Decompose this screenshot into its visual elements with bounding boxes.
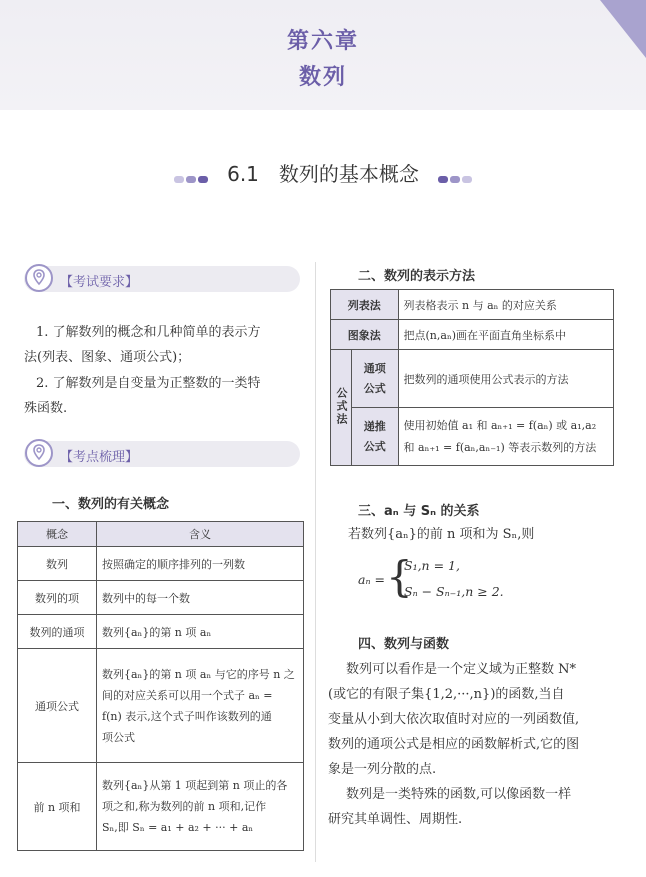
- method-desc: 列表格表示 n 与 aₙ 的对应关系: [398, 290, 613, 320]
- review-label: 【考点梳理】: [60, 450, 139, 465]
- meaning-line: 项公式: [102, 730, 135, 744]
- column-divider: [315, 262, 316, 862]
- method-name-line: 通项: [363, 361, 386, 375]
- right-dots-icon: [437, 164, 473, 188]
- concept-meaning: 数列{aₙ}的第 n 项 aₙ: [97, 615, 304, 649]
- concept-name: 数列: [18, 547, 97, 581]
- col-header-meaning: 含义: [97, 522, 304, 547]
- requirement-2-line1: 2. 了解数列是自变量为正整数的一类特: [36, 376, 261, 391]
- concept-meaning: [97, 649, 304, 763]
- function-text-line: (或它的有限子集{1,2,···,n})的函数,当自: [328, 687, 565, 702]
- chapter-header: [0, 0, 646, 110]
- table-row: [18, 615, 304, 649]
- concept-meaning: 按照确定的顺序排列的一列数: [97, 547, 304, 581]
- table-row: [18, 649, 304, 763]
- table-row: [331, 320, 614, 350]
- table-row: [18, 581, 304, 615]
- requirement-1-line2: 法(列表、图象、通项公式)；: [24, 350, 191, 365]
- function-text-line: 数列可以看作是一个定义域为正整数 N*: [346, 662, 577, 677]
- function-text-line: 研究其单调性、周期性.: [328, 812, 463, 827]
- concept-name: 前 n 项和: [18, 763, 97, 851]
- meaning-line: Sₙ,即 Sₙ = a₁ + a₂ + ··· + aₙ: [102, 821, 254, 834]
- requirements-label: 【考试要求】: [60, 275, 139, 290]
- method-desc-line: 和 aₙ₊₁ = f(aₙ,aₙ₋₁) 等表示数列的方法: [403, 440, 597, 454]
- requirement-1-line1: 1. 了解数列的概念和几种简单的表示方: [36, 325, 261, 340]
- method-name: [352, 350, 399, 408]
- concept-name: 数列的项: [18, 581, 97, 615]
- function-text-line: 数列是一类特殊的函数,可以像函数一样: [346, 787, 572, 802]
- method-desc: 把点(n,aₙ)画在平面直角坐标系中: [398, 320, 613, 350]
- relation-case-1: S₁,n = 1,: [404, 558, 460, 573]
- concepts-heading: 一、数列的有关概念: [52, 497, 170, 512]
- method-desc: 把数列的通项使用公式表示的方法: [398, 350, 613, 408]
- method-name-line: 公式: [363, 381, 386, 395]
- section-title-row: [0, 158, 646, 188]
- chapter-number: 第六章: [286, 28, 359, 54]
- method-desc-line: 使用初始值 a₁ 和 aₙ₊₁ = f(aₙ) 或 a₁,a₂: [403, 418, 597, 432]
- requirements-label-bar: [24, 266, 300, 292]
- function-heading: 四、数列与函数: [358, 637, 450, 652]
- left-dots-icon: [173, 164, 209, 188]
- method-desc: [398, 408, 613, 466]
- representation-heading: 二、数列的表示方法: [358, 269, 476, 284]
- function-text-line: 数列的通项公式是相应的函数解析式,它的图: [328, 737, 580, 752]
- relation-heading: 三、aₙ 与 Sₙ 的关系: [358, 504, 480, 519]
- col-header-concept: 概念: [18, 522, 97, 547]
- concept-name: 通项公式: [18, 649, 97, 763]
- concept-meaning: 数列中的每一个数: [97, 581, 304, 615]
- meaning-line: 间的对应关系可以用一个式子 aₙ =: [102, 688, 273, 702]
- representation-table: [330, 289, 614, 466]
- function-text-line: 变量从小到大依次取值时对应的一列函数值,: [328, 712, 580, 727]
- formula-group-cell: [331, 350, 352, 466]
- meaning-line: 数列{aₙ}的第 n 项 aₙ 与它的序号 n 之: [102, 667, 295, 681]
- location-pin-icon: [25, 264, 53, 292]
- brace-icon: {: [386, 552, 413, 601]
- chapter-title: 数列: [298, 64, 347, 90]
- review-label-bar: [24, 441, 300, 467]
- table-row: [18, 763, 304, 851]
- table-row: [331, 408, 614, 466]
- meaning-line: 数列{aₙ}从第 1 项起到第 n 项止的各: [102, 779, 288, 792]
- relation-lhs: aₙ =: [358, 572, 385, 587]
- concept-meaning: [97, 763, 304, 851]
- section-title: 6.1 数列的基本概念: [227, 162, 419, 186]
- concepts-table: [17, 521, 304, 851]
- table-row: [331, 290, 614, 320]
- meaning-line: f(n) 表示,这个式子叫作该数列的通: [102, 709, 272, 723]
- method-name: 列表法: [331, 290, 399, 320]
- relation-case-2: Sₙ − Sₙ₋₁,n ≥ 2.: [404, 584, 504, 599]
- meaning-line: 项之和,称为数列的前 n 项和,记作: [102, 800, 267, 813]
- concept-name: 数列的通项: [18, 615, 97, 649]
- method-name-line: 公式: [363, 439, 386, 453]
- table-row: [18, 547, 304, 581]
- relation-intro: 若数列{aₙ}的前 n 项和为 Sₙ,则: [348, 527, 535, 542]
- method-name: 图象法: [331, 320, 399, 350]
- requirement-2-line2: 殊函数.: [24, 401, 68, 416]
- location-pin-icon: [25, 439, 53, 467]
- method-name-line: 递推: [363, 419, 386, 433]
- function-text-line: 象是一列分散的点.: [328, 762, 437, 777]
- method-name: [352, 408, 399, 466]
- table-row: [331, 350, 614, 408]
- formula-group-label: 公式法: [335, 386, 348, 426]
